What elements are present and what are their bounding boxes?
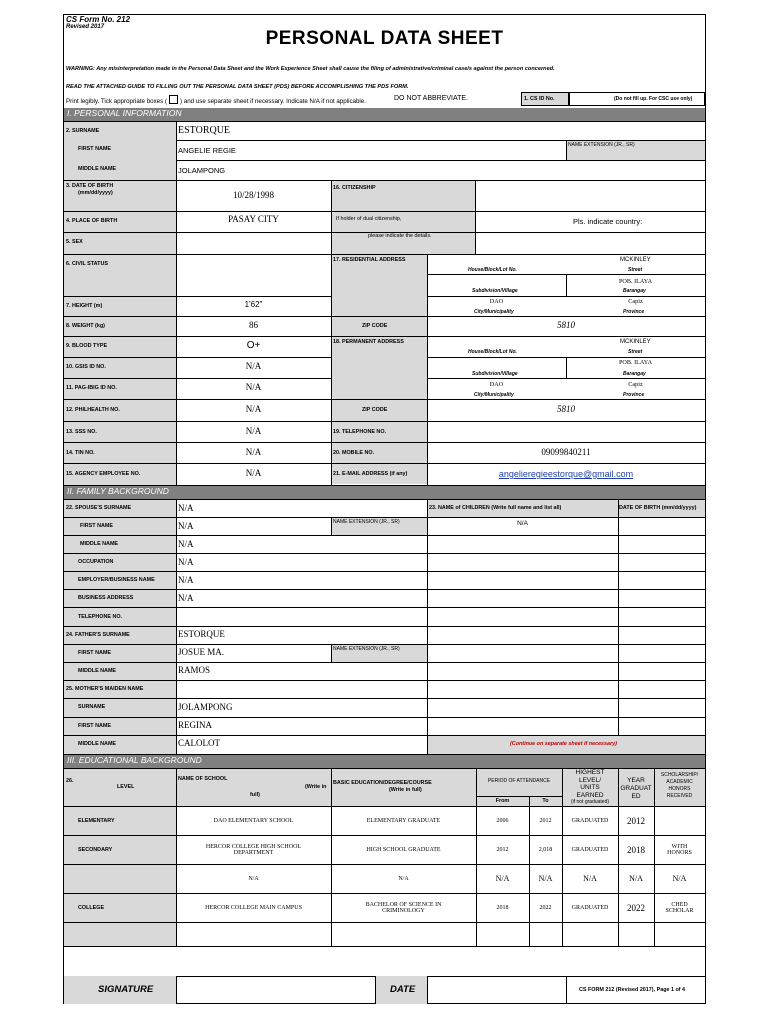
spouse-telephone-label: TELEPHONE NO. — [78, 614, 123, 620]
weight-label: 8. WEIGHT (kg) — [66, 323, 105, 329]
blood-type-label: 9. BLOOD TYPE — [66, 343, 108, 349]
edu-to-cell[interactable] — [529, 864, 562, 893]
residential-address-label: 17. RESIDENTIAL ADDRESS — [333, 257, 406, 263]
course-header-a: BASIC EDUCATION/DEGREE/COURSE — [333, 780, 432, 786]
warning-text: WARNING: Any misinterpretation made in the Personal Data Sheet and the Work Experience Sheet shall cause the filing of administrative/criminal case/s against the person concerned. — [66, 66, 555, 72]
highest-header-d: EARNED — [576, 791, 604, 799]
edu-level-text: ELEMENTARY — [78, 817, 115, 824]
email-label: 21. E-MAIL ADDRESS (if any) — [333, 471, 408, 477]
edu-course-text-line2: CRIMINOLOGY — [382, 907, 425, 914]
spouse-surname-label: 22. SPOUSE'S SURNAME — [66, 505, 132, 511]
honors-header-b: ACADEMIC — [666, 779, 693, 785]
edu-honors-text-line2: HONORS — [667, 849, 692, 856]
mother-middlename-value[interactable]: CALOLOT — [178, 738, 220, 748]
father-surname-value[interactable]: ESTORQUE — [178, 629, 225, 639]
edu-to-text: N/A — [538, 874, 553, 883]
edu-highest-text: N/A — [583, 874, 597, 883]
weight-value[interactable]: 86 — [249, 320, 258, 330]
edu-from-cell[interactable] — [476, 806, 529, 835]
sss-value[interactable]: N/A — [245, 426, 262, 436]
perm-zip-value[interactable]: 5810 — [557, 404, 575, 414]
edu-school-text: N/A — [248, 875, 259, 882]
edu-level-cell — [64, 893, 176, 922]
mobile-value[interactable]: 09099840211 — [541, 447, 591, 457]
gsis-value[interactable]: N/A — [245, 361, 262, 371]
edu-school-text: HERCOR COLLEGE HIGH SCHOOL — [205, 843, 302, 850]
section-personal-info: I. PERSONAL INFORMATION — [64, 108, 705, 121]
honors-header — [654, 772, 705, 800]
course-header-b: (Write in full) — [389, 787, 422, 793]
highest-level-header — [562, 769, 618, 807]
perm-house-lot-label: House/Block/Lot No. — [468, 349, 517, 355]
tin-value[interactable]: N/A — [245, 447, 262, 457]
mother-surname-label: SURNAME — [78, 704, 106, 710]
perm-barangay-label: Barangay — [623, 371, 646, 377]
pagibig-value[interactable]: N/A — [245, 382, 262, 392]
edu-year-text: 2012 — [627, 815, 645, 826]
edu-from-cell[interactable] — [476, 864, 529, 893]
highest-header-c: UNITS — [580, 784, 600, 792]
edu-level-cell — [64, 835, 176, 864]
perm-house-value[interactable]: MCKINLEY — [620, 339, 651, 345]
to-header: To — [542, 798, 549, 804]
father-name-ext-label: NAME EXTENSION (JR., SR) — [333, 646, 400, 652]
print-instructions-b: ) and use separate sheet if necessary. Indicate N/A if not applicable. — [180, 98, 366, 105]
father-surname-label: 24. FATHER'S SURNAME — [66, 632, 130, 638]
country-note: Pls. indicate country: — [573, 217, 643, 226]
agency-no-value[interactable]: N/A — [245, 468, 262, 478]
perm-street-value[interactable]: POB. ILAYA — [618, 359, 653, 366]
edu-highest-cell[interactable] — [562, 893, 618, 922]
print-instructions-a: Print legibly. Tick appropriate boxes ( — [66, 98, 167, 105]
occupation-value[interactable]: N/A — [178, 557, 194, 567]
cs-id-note: (Do not fill up. For CSC use only) — [614, 96, 693, 102]
edu-from-text: N/A — [495, 874, 510, 883]
edu-school-text: DAO ELEMENTARY SCHOOL — [213, 817, 294, 824]
edu-from-text: 2018 — [496, 904, 509, 911]
section-family-background: II. FAMILY BACKGROUND — [64, 486, 705, 499]
res-city-value[interactable]: DAO — [489, 298, 504, 305]
perm-zip-label: ZIP CODE — [362, 407, 388, 413]
honors-header-c: HONORS — [668, 786, 691, 792]
edu-school-cell[interactable] — [176, 893, 331, 922]
father-firstname-label: FIRST NAME — [78, 650, 111, 656]
edu-year-text: N/A — [629, 874, 643, 883]
revised-label: Revised 2017 — [66, 24, 105, 30]
business-address-label: BUSINESS ADDRESS — [78, 595, 134, 601]
edu-course-text: BACHELOR OF SCIENCE IN — [365, 901, 442, 908]
res-zip-value[interactable]: 5810 — [557, 320, 575, 330]
edu-honors-cell[interactable] — [654, 864, 705, 893]
perm-city-label: City/Municipality — [474, 392, 514, 398]
dob-label: 3. DATE OF BIRTH — [66, 183, 114, 189]
civil-status-label: 6. CIVIL STATUS — [66, 261, 108, 267]
name-extension-label: NAME EXTENSION (JR., SR) — [568, 142, 635, 148]
from-header: From — [495, 798, 510, 804]
spouse-firstname-label: FIRST NAME — [80, 523, 113, 529]
father-middlename-label: MIDDLE NAME — [78, 668, 117, 674]
edu-to-text: 2,018 — [538, 846, 553, 853]
dual-citizenship-note-b: please indicate the details. — [368, 233, 432, 239]
permanent-address-label: 18. PERMANENT ADDRESS — [333, 339, 404, 345]
edu-school-text-line2: DEPARTMENT — [233, 849, 274, 856]
children-label: 23. NAME of CHILDREN (Write full name and list all) — [429, 505, 562, 511]
mother-maiden-label: 25. MOTHER'S MAIDEN NAME — [66, 686, 144, 692]
edu-course-cell[interactable] — [331, 893, 476, 922]
edu-year-text: 2018 — [627, 844, 645, 855]
citizenship-label: 16. CITIZENSHIP — [333, 185, 376, 191]
spouse-name-ext-label: NAME EXTENSION (JR., SR) — [333, 519, 400, 525]
continue-note: (Continue on separate sheet if necessary) — [510, 741, 617, 747]
edu-honors-cell[interactable] — [654, 806, 705, 835]
edu-course-cell[interactable] — [331, 835, 476, 864]
signature-label: SIGNATURE — [98, 984, 154, 995]
middlename-label: MIDDLE NAME — [78, 166, 117, 172]
city-label: City/Municipality — [474, 309, 514, 315]
year-header-a: YEAR — [627, 777, 645, 784]
edu-year-cell[interactable] — [618, 864, 654, 893]
agency-no-label: 15. AGENCY EMPLOYEE NO. — [66, 471, 141, 477]
edu-course-text: N/A — [398, 875, 409, 882]
street-label: Street — [628, 267, 643, 273]
perm-province-label: Province — [623, 392, 645, 398]
perm-street-label: Street — [628, 349, 643, 355]
pob-label: 4. PLACE OF BIRTH — [66, 218, 118, 224]
mother-surname-value[interactable]: JOLAMPONG — [178, 702, 233, 712]
middlename-value[interactable]: JOLAMPONG — [178, 166, 226, 175]
signature-field[interactable] — [178, 978, 374, 1002]
surname-value[interactable]: ESTORQUE — [178, 125, 231, 136]
edu-to-cell[interactable] — [529, 835, 562, 864]
height-label: 7. HEIGHT (m) — [66, 303, 103, 309]
pagibig-label: 11. PAG-IBIG ID NO. — [66, 385, 117, 391]
mobile-label: 20. MOBILE NO. — [333, 450, 375, 456]
honors-header-a: SCHOLARSHIP/ — [660, 772, 699, 778]
print-instructions — [66, 95, 366, 105]
edu-from-cell[interactable] — [476, 835, 529, 864]
edu-level-cell — [64, 806, 176, 835]
children-value[interactable]: N/A — [517, 520, 528, 527]
perm-subdivision-label: Subdivision/Village — [472, 371, 518, 377]
form-reference: CS FORM 212 (Revised 2017), Page 1 of 4 — [579, 987, 686, 993]
year-header-b: GRADUAT — [620, 785, 652, 792]
edu-to-text: 2022 — [539, 904, 552, 911]
edu-honors-text: CHED — [671, 901, 688, 908]
highest-header-a: HIGHEST — [575, 769, 605, 776]
blood-type-value[interactable]: O+ — [246, 340, 261, 351]
height-value[interactable]: 1'62" — [244, 300, 263, 309]
edu-honors-cell[interactable] — [654, 893, 705, 922]
tin-label: 14. TIN NO. — [66, 450, 95, 456]
perm-city-value[interactable]: DAO — [489, 381, 504, 388]
mother-firstname-value[interactable]: REGINA — [178, 720, 212, 730]
highest-header-e: (if not graduated) — [570, 799, 610, 806]
philhealth-value[interactable]: N/A — [245, 404, 262, 414]
honors-header-d: RECEIVED — [666, 793, 693, 799]
spouse-middlename-label: MIDDLE NAME — [80, 541, 119, 547]
business-address-value[interactable]: N/A — [178, 593, 194, 603]
level-header: LEVEL — [117, 784, 135, 790]
edu-to-cell[interactable] — [529, 806, 562, 835]
school-header-c: full) — [250, 792, 260, 798]
barangay-label: Barangay — [623, 288, 646, 294]
edu-highest-cell[interactable] — [562, 864, 618, 893]
year-graduated-header — [618, 777, 654, 801]
edu-course-text: ELEMENTARY GRADUATE — [366, 817, 441, 824]
edu-level-text: COLLEGE — [78, 904, 105, 911]
children-dob-label: DATE OF BIRTH (mm/dd/yyyy) — [619, 505, 697, 511]
edu-honors-cell[interactable] — [654, 835, 705, 864]
firstname-label: FIRST NAME — [78, 146, 111, 152]
edu-course-text: HIGH SCHOOL GRADUATE — [366, 846, 441, 853]
spouse-surname-value[interactable]: N/A — [178, 503, 194, 513]
edu-to-cell[interactable] — [529, 893, 562, 922]
perm-province-value[interactable]: Capiz — [628, 381, 643, 388]
edu-highest-text: GRADUATED — [571, 817, 609, 824]
edu-school-cell[interactable] — [176, 835, 331, 864]
edu-highest-text: GRADUATED — [571, 904, 609, 911]
spouse-firstname-value[interactable]: N/A — [178, 521, 194, 531]
sex-label: 5. SEX — [66, 239, 83, 245]
dob-format: (mm/dd/yyyy) — [78, 190, 113, 196]
edu-school-cell[interactable] — [176, 806, 331, 835]
edu-level-text: SECONDARY — [78, 846, 113, 853]
education-item-number: 26. — [66, 778, 74, 784]
edu-from-cell[interactable] — [476, 893, 529, 922]
father-firstname-value[interactable]: JOSUE MA. — [178, 647, 225, 657]
date-field[interactable] — [429, 978, 565, 1002]
zip-label: ZIP CODE — [362, 323, 388, 329]
highest-header-b: LEVEL/ — [578, 776, 602, 784]
edu-highest-cell[interactable] — [562, 835, 618, 864]
edu-from-text: 2012 — [496, 846, 509, 853]
edu-honors-text-line2: SCHOLAR — [665, 907, 694, 914]
edu-school-text: HERCOR COLLEGE MAIN CAMPUS — [205, 904, 302, 911]
dual-citizenship-note-a: If holder of dual citizenship, — [336, 216, 402, 222]
employer-label: EMPLOYER/BUSINESS NAME — [78, 577, 155, 583]
spouse-middlename-value[interactable]: N/A — [178, 539, 194, 549]
gsis-label: 10. GSIS ID NO. — [66, 364, 106, 370]
page-title: PERSONAL DATA SHEET — [265, 28, 504, 49]
occupation-label: OCCUPATION — [78, 559, 114, 565]
dob-value[interactable]: 10/28/1998 — [232, 190, 274, 200]
date-label: DATE — [390, 984, 416, 995]
employer-value[interactable]: N/A — [178, 575, 194, 585]
cs-id-label: 1. CS ID No. — [524, 96, 555, 102]
surname-label: 2. SURNAME — [66, 128, 100, 134]
edu-course-cell[interactable] — [331, 864, 476, 893]
father-middlename-value[interactable]: RAMOS — [178, 665, 211, 675]
philhealth-label: 12. PHILHEALTH NO. — [66, 407, 120, 413]
edu-to-text: 2012 — [539, 817, 552, 824]
telephone-label: 19. TELEPHONE NO. — [333, 429, 387, 435]
edu-year-cell[interactable] — [618, 893, 654, 922]
firstname-value[interactable]: ANGELIE REGIE — [178, 146, 236, 155]
res-province-value[interactable]: Capiz — [628, 298, 643, 305]
edu-highest-text: GRADUATED — [571, 846, 609, 853]
edu-year-cell[interactable] — [618, 835, 654, 864]
period-header: PERIOD OF ATTENDANCE — [487, 778, 551, 784]
edu-level-cell — [64, 864, 176, 893]
school-header-a: NAME OF SCHOOL — [178, 776, 228, 782]
res-house-value[interactable]: MCKINLEY — [620, 257, 651, 263]
no-abbreviate: DO NOT ABBREVIATE. — [394, 95, 469, 102]
edu-school-cell[interactable] — [176, 864, 331, 893]
edu-honors-text: N/A — [672, 874, 687, 883]
school-header-b: (Write in — [305, 784, 327, 790]
pob-value[interactable]: PASAY CITY — [228, 214, 279, 224]
year-header-c: ED — [631, 793, 641, 800]
tick-box[interactable] — [169, 95, 178, 104]
edu-highest-cell[interactable] — [562, 806, 618, 835]
section-educational-background: III. EDUCATIONAL BACKGROUND — [64, 755, 705, 768]
subdivision-label: Subdivision/Village — [472, 288, 518, 294]
house-lot-label: House/Block/Lot No. — [468, 267, 517, 273]
sss-label: 13. SSS NO. — [66, 429, 97, 435]
mother-middlename-label: MIDDLE NAME — [78, 741, 117, 747]
res-street-value[interactable]: POB. ILAYA — [618, 278, 653, 285]
edu-honors-text: WITH — [671, 843, 688, 850]
edu-from-text: 2006 — [496, 817, 509, 824]
edu-year-cell[interactable] — [618, 806, 654, 835]
province-label: Province — [623, 309, 645, 315]
mother-firstname-label: FIRST NAME — [78, 723, 111, 729]
edu-course-cell[interactable] — [331, 806, 476, 835]
edu-year-text: 2022 — [627, 902, 645, 913]
form-number: CS Form No. 212 — [66, 15, 131, 24]
email-value[interactable]: angelieregieestorque@gmail.com — [498, 469, 634, 479]
guide-text: READ THE ATTACHED GUIDE TO FILLING OUT THE PERSONAL DATA SHEET (PDS) BEFORE ACCOMPLISHING THE PDS FORM. — [66, 84, 409, 90]
